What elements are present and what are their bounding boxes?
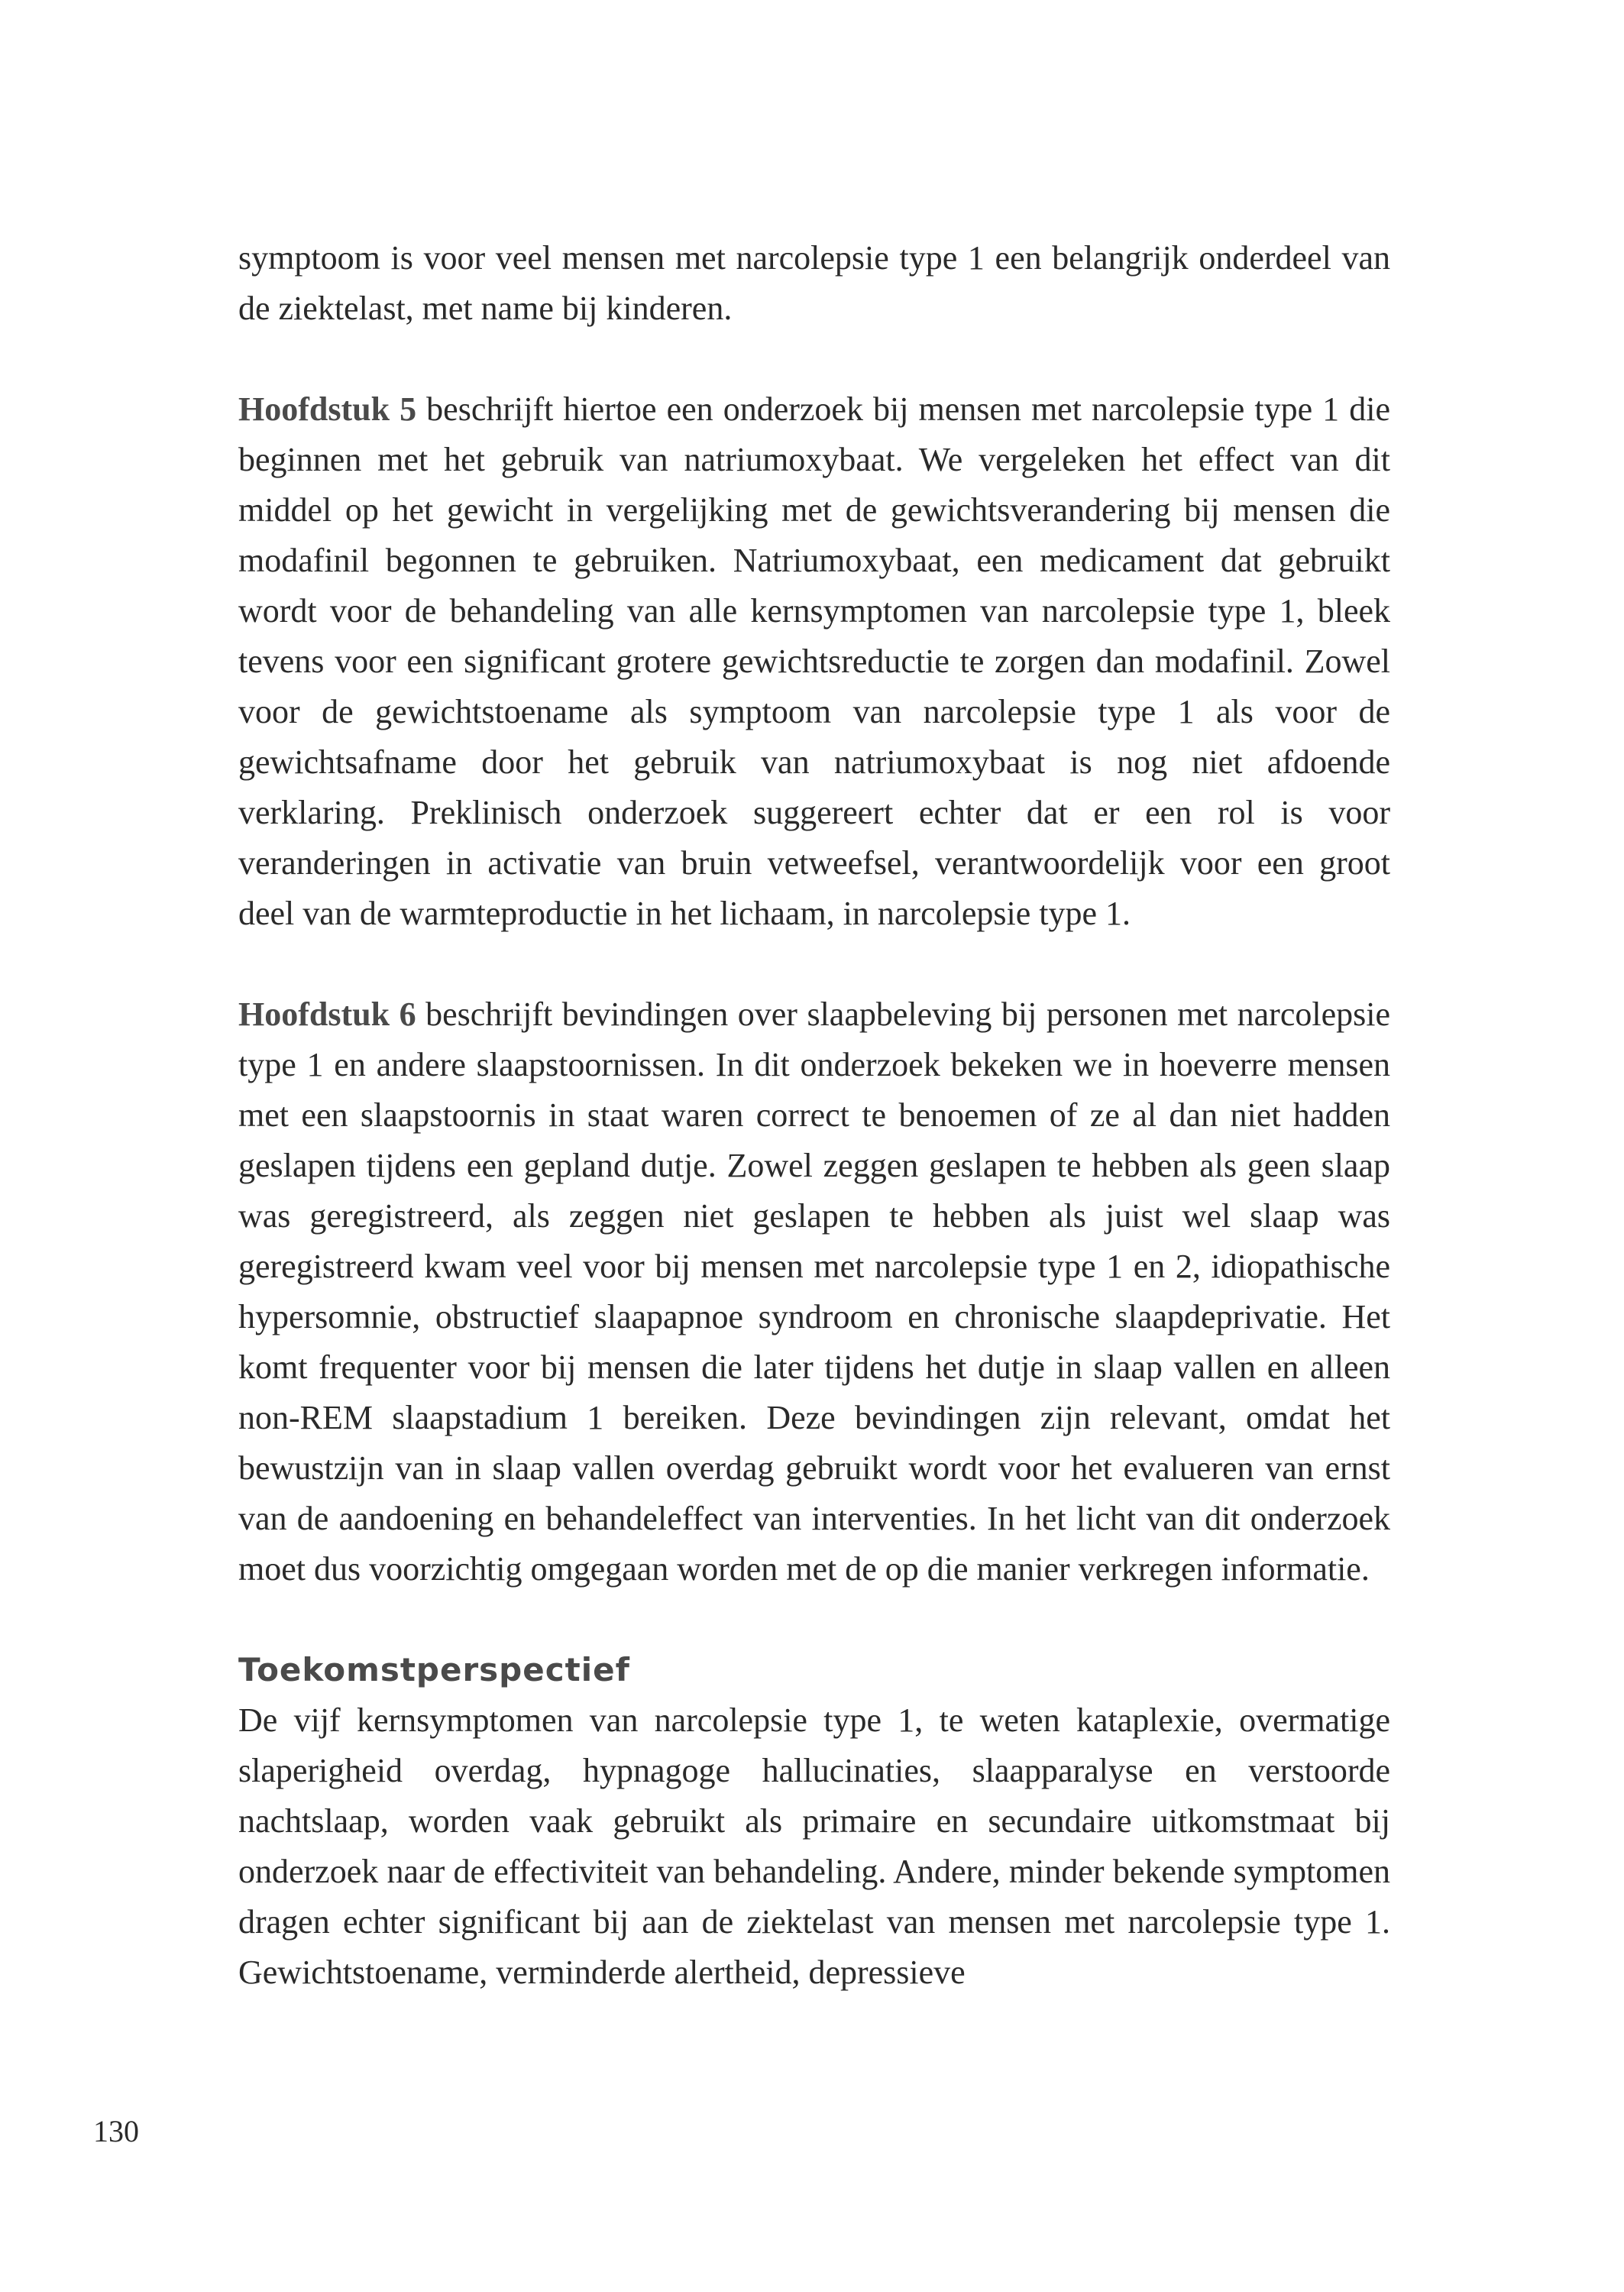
paragraph-chapter-5 [238,384,1390,939]
page-body [238,233,1390,1998]
chapter-5-reference: Hoofdstuk 5 [238,390,417,428]
paragraph-chapter-5-text: beschrijft hiertoe een onderzoek bij mensen met narcolepsie type 1 die beginnen met het gebruik van natriumoxybaat. We vergeleken het effect van dit middel op het gewicht in vergelijking met de gewichtsverandering bij mensen die modafinil begonnen te gebruiken. Natriumoxybaat, een medicament dat gebruikt wordt voor de behandeling van alle kernsymptomen van narcolepsie type 1, bleek tevens voor een significant grotere gewichtsreductie te zorgen dan modafinil. Zowel voor de gewichtstoename als symptoom van narcolepsie type 1 als voor de gewichtsafname door het gebruik van natriumoxybaat is nog niet afdoende verklaring. Preklinisch onderzoek suggereert echter dat er een rol is voor veranderingen in activatie van bruin vetweefsel, verantwoordelijk voor een groot deel van de warmteproductie in het lichaam, in narcolepsie type 1. [238,390,1390,932]
paragraph-chapter-6 [238,989,1390,1594]
paragraph-toekomstperspectief: De vijf kernsymptomen van narcolepsie type 1, te weten kataplexie, overmatige slaperigheid overdag, hypnagoge hallucinaties, slaapparalyse en verstoorde nachtslaap, worden vaak gebruikt als primaire en secundaire uitkomstmaat bij onderzoek naar de effectiviteit van behandeling. Andere, minder bekende symptomen dragen echter significant bij aan de ziektelast van mensen met narcolepsie type 1. Gewichtstoename, verminderde alertheid, depressieve [238,1701,1390,1991]
paragraph-chapter-6-text: beschrijft bevindingen over slaapbeleving bij personen met narcolepsie type 1 en andere slaapstoornissen. In dit onderzoek bekeken we in hoeverre mensen met een slaapstoornis in staat waren correct te benoemen of ze al dan niet hadden geslapen tijdens een gepland dutje. Zowel zeggen geslapen te hebben als geen slaap was geregistreerd, als zeggen niet geslapen te hebben als juist wel slaap was geregistreerd kwam veel voor bij mensen met narcolepsie type 1 en 2, idiopathische hypersomnie, obstructief slaapapnoe syndroom en chronische slaapdeprivatie. Het komt frequenter voor bij mensen die later tijdens het dutje in slaap vallen en alleen non-REM slaapstadium 1 bereiken. Deze bevindingen zijn relevant, omdat het bewustzijn van in slaap vallen overdag gebruikt wordt voor het evalueren van ernst van de aandoening en behandeleffect van interventies. In het licht van dit onderzoek moet dus voorzichtig omgegaan worden met de op die manier verkregen informatie. [238,995,1390,1588]
section-heading-toekomstperspectief: Toekomstperspectief [238,1651,630,1688]
chapter-6-reference: Hoofdstuk 6 [238,995,416,1033]
paragraph-intro-continuation: symptoom is voor veel mensen met narcolepsie type 1 een belangrijk onderdeel van de ziektelast, met name bij kinderen. [238,239,1390,327]
page-number: 130 [93,2114,139,2148]
